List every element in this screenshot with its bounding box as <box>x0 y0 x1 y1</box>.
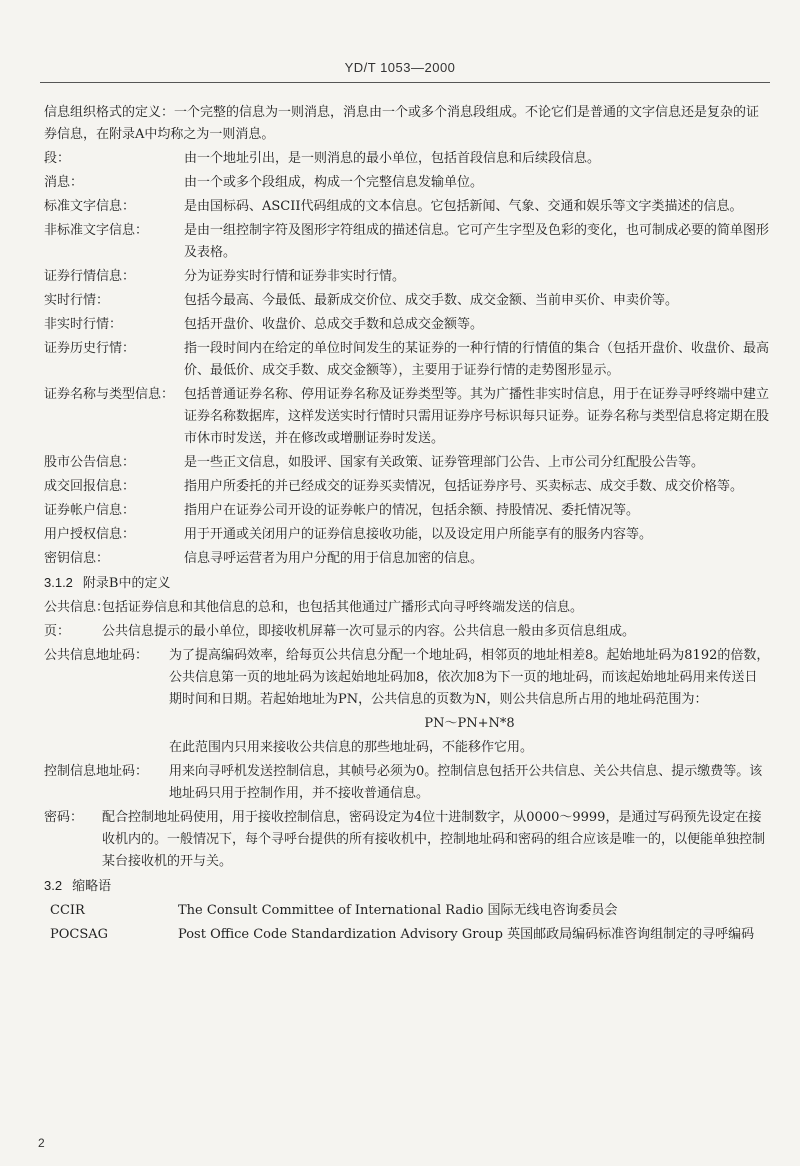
abbreviation-desc: The Consult Committee of International Radio 国际无线电咨询委员会 <box>178 903 618 918</box>
definition-desc: 由一个地址引出，是一则消息的最小单位，包括首段信息和后续段信息。 <box>184 151 601 166</box>
definition-row <box>44 266 770 288</box>
definition-row <box>44 196 770 218</box>
definition-desc: 由一个或多个段组成，构成一个完整信息发输单位。 <box>184 175 484 190</box>
abbreviation-desc: Post Office Code Standardization Advisory Group 英国邮政局编码标准咨询组制定的寻呼编码 <box>178 927 755 942</box>
definition-term: 公共信息地址码： <box>44 648 149 663</box>
abbreviation-row <box>44 924 770 946</box>
definition-desc: 包括证券信息和其他信息的总和，也包括其他通过广播形式向寻呼终端发送的信息。 <box>102 600 584 615</box>
definition-row <box>44 621 770 643</box>
definition-desc: 是一些正文信息，如股评、国家有关政策、证券管理部门公告、上市公司分红配股公告等。 <box>184 455 705 470</box>
address-code-note: 在此范围内只用来接收公共信息的那些地址码，不能移作它用。 <box>169 740 534 755</box>
intro-text: 一个完整的信息为一则消息，消息由一个或多个消息段组成。不论它们是普通的文字信息还是复杂的证券信息，在附录A中均称之为一则消息。 <box>44 105 760 142</box>
header-rule <box>40 82 770 83</box>
definition-term: 证券行情信息： <box>44 269 136 284</box>
definition-row <box>44 597 770 619</box>
definition-desc: 用来向寻呼机发送控制信息，其帧号必须为0。控制信息包括开公共信息、关公共信息、提示缴费等。该地址码只用于控制作用，并不接收普通信息。 <box>169 764 763 801</box>
abbreviation-term: CCIR <box>50 903 85 918</box>
definition-desc: 是由一组控制字符及图形字符组成的描述信息。它可产生字型及色彩的变化，也可制成必要的简单图形及表格。 <box>184 223 770 260</box>
definition-row <box>44 172 770 194</box>
section-title: 附录B中的定义 <box>82 576 171 591</box>
definition-term: 用户授权信息： <box>44 527 136 542</box>
section-number: 3.2 <box>44 878 63 893</box>
definition-term: 证券名称与类型信息： <box>44 387 175 402</box>
definition-row <box>44 452 770 474</box>
definition-term: 证券帐户信息： <box>44 503 136 518</box>
definition-row <box>44 148 770 170</box>
definition-desc: 是由国标码、ASCII代码组成的文本信息。它包括新闻、气象、交通和娱乐等文字类描述的信息。 <box>184 199 743 214</box>
definition-term: 页： <box>44 624 71 639</box>
definition-desc: 指用户所委托的并已经成交的证券买卖情况，包括证券序号、买卖标志、成交手数、成交价格等。 <box>184 479 744 494</box>
definition-term: 段： <box>44 151 71 166</box>
definition-term: 实时行情： <box>44 293 110 308</box>
control-address-definition <box>44 761 770 805</box>
standard-code-header: YD/T 1053—2000 <box>344 60 456 75</box>
definition-row <box>44 220 770 264</box>
definition-row <box>44 384 770 450</box>
abbreviation-term: POCSAG <box>50 927 109 942</box>
definition-term: 消息： <box>44 175 84 190</box>
definition-row <box>44 500 770 522</box>
definition-desc: 配合控制地址码使用，用于接收控制信息，密码设定为4位十进制数字，从0000～9999，是通过写码预先设定在接收机内的。一般情况下，每个寻呼台提供的所有接收机中，控制地址码和密码的组合应该是唯一的，以便能单独控制某台接收机的开与关。 <box>102 810 766 869</box>
definition-row <box>44 476 770 498</box>
address-code-definition <box>44 645 770 759</box>
intro-definition <box>44 102 770 146</box>
definition-desc <box>169 645 770 759</box>
definition-row <box>44 524 770 546</box>
definition-term: 成交回报信息： <box>44 479 136 494</box>
abbreviation-row <box>44 900 770 922</box>
definition-desc: 包括开盘价、收盘价、总成交手数和总成交金额等。 <box>184 317 484 332</box>
definition-term: 非实时行情： <box>44 317 123 332</box>
definition-desc: 信息寻呼运营者为用户分配的用于信息加密的信息。 <box>184 551 484 566</box>
page-content <box>44 102 770 948</box>
section-heading-3-1-2 <box>44 572 770 595</box>
address-code-text: 为了提高编码效率，给每页公共信息分配一个地址码，相邻页的地址相差8。起始地址码为8192的倍数，公共信息第一页的地址码为该起始地址码加8，依次加8为下一页的地址码，而该起始地址码用来传送日期时间和日期。若起始地址为PN，公共信息的页数为N，则公共信息所占用的地址码范围为： <box>169 648 770 707</box>
definition-row <box>44 314 770 336</box>
password-definition <box>44 807 770 873</box>
definition-row <box>44 548 770 570</box>
address-range-formula: PN～PN+N*8 <box>424 716 515 731</box>
definition-desc: 分为证券实时行情和证券非实时行情。 <box>184 269 406 284</box>
definition-term: 密钥信息： <box>44 551 110 566</box>
definition-term: 控制信息地址码： <box>44 764 149 779</box>
definition-row <box>44 338 770 382</box>
definition-desc: 包括今最高、今最低、最新成交价位、成交手数、成交金额、当前申买价、申卖价等。 <box>184 293 679 308</box>
definition-term: 证券历史行情： <box>44 341 136 356</box>
section-title: 缩略语 <box>72 879 112 894</box>
definition-desc: 公共信息提示的最小单位，即接收机屏幕一次可显示的内容。公共信息一般由多页信息组成。 <box>102 624 636 639</box>
section-number: 3.1.2 <box>44 575 73 590</box>
definition-term: 股市公告信息： <box>44 455 136 470</box>
page-number: 2 <box>38 1136 45 1150</box>
section-heading-3-2 <box>44 875 770 898</box>
definition-desc: 包括普通证券名称、停用证券名称及证券类型等。其为广播性非实时信息，用于在证券寻呼终端中建立证券名称数据库，这样发送实时行情时只需用证券序号标识每只证券。证券名称与类型信息将定期在股市休市时发送，并在修改或增删证券时发送。 <box>184 387 770 446</box>
intro-term: 信息组织格式的定义： <box>44 105 175 120</box>
definition-term: 标准文字信息： <box>44 199 136 214</box>
definition-desc: 用于开通或关闭用户的证券信息接收功能，以及设定用户所能享有的服务内容等。 <box>184 527 653 542</box>
definition-row <box>44 290 770 312</box>
definition-term: 公共信息： <box>44 600 110 615</box>
definition-desc: 指一段时间内在给定的单位时间发生的某证券的一种行情的行情值的集合（包括开盘价、收盘价、最高价、最低价、成交手数、成交金额等），主要用于证券行情的走势图形显示。 <box>184 341 770 378</box>
definition-desc: 指用户在证券公司开设的证券帐户的情况，包括余额、持股情况、委托情况等。 <box>184 503 640 518</box>
definition-term: 密码： <box>44 810 84 825</box>
definition-term: 非标准文字信息： <box>44 223 149 238</box>
